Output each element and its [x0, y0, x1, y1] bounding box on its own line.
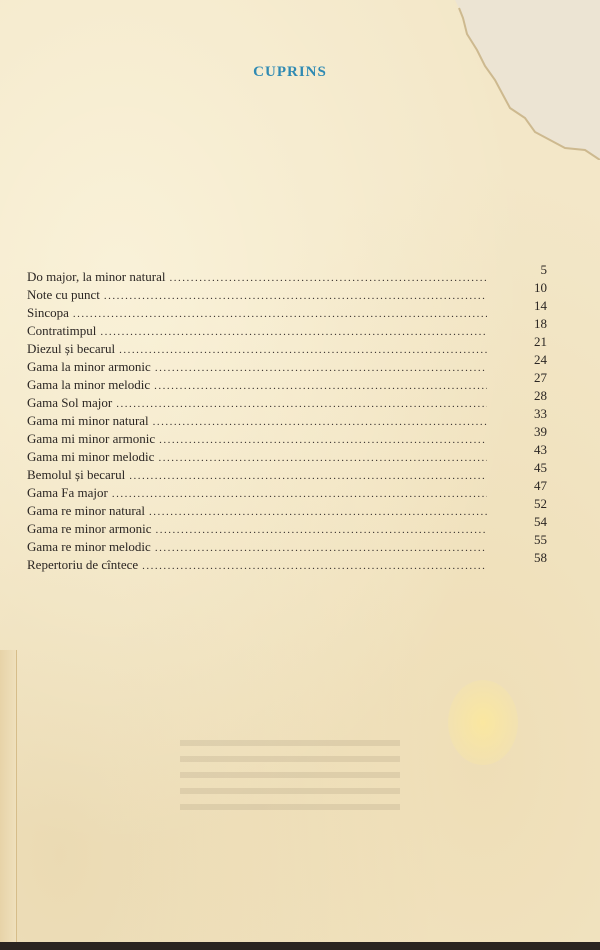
toc-entry-page: 43: [534, 442, 547, 457]
toc-entry-page: 54: [534, 514, 547, 529]
toc-entry-page: 47: [534, 478, 547, 493]
toc-entry-page: 21: [534, 334, 547, 349]
dot-leader: [159, 431, 487, 449]
toc-entry-page: 28: [534, 388, 547, 403]
toc-entry: [27, 388, 547, 412]
toc-entry-page: 18: [534, 316, 547, 331]
dot-leader: [149, 503, 487, 521]
toc-entry: [27, 370, 547, 394]
toc-entry-title: Bemolul și becarul: [27, 467, 126, 482]
toc-entry-title: Gama la minor melodic: [27, 377, 151, 392]
toc-entry-title: Sincopa: [27, 305, 69, 320]
dot-leader: [112, 485, 487, 503]
toc-entry-title: Do major, la minor natural: [27, 269, 166, 284]
toc-entry-page: 55: [534, 532, 547, 547]
dot-leader: [116, 395, 487, 413]
toc-entry-title: Diezul și becarul: [27, 341, 116, 356]
stain-mark: [448, 680, 518, 765]
dot-leader: [158, 449, 487, 467]
toc-entry-page: 58: [534, 550, 547, 565]
bottom-edge: [0, 942, 600, 950]
bleed-through: [180, 730, 400, 840]
dot-leader: [142, 557, 487, 575]
toc-entry-title: Gama Sol major: [27, 395, 113, 410]
toc-entry: [27, 442, 547, 466]
toc-entry-page: 52: [534, 496, 547, 511]
toc-entry: [27, 478, 547, 502]
toc-entry-title: Gama la minor armonic: [27, 359, 151, 374]
dot-leader: [155, 359, 487, 377]
toc-entry-page: 33: [534, 406, 547, 421]
toc-entry-title: Gama Fa major: [27, 485, 108, 500]
dot-leader: [153, 413, 487, 431]
dot-leader: [100, 323, 487, 341]
dot-leader: [129, 467, 487, 485]
toc-entry-page: 14: [534, 298, 547, 313]
dot-leader: [104, 287, 487, 305]
toc-entry: [27, 532, 547, 556]
toc-entry-title: Note cu punct: [27, 287, 100, 302]
toc-entry: [27, 424, 547, 448]
toc-entry: [27, 496, 547, 520]
toc-entry-page: 39: [534, 424, 547, 439]
toc-entry-page: 24: [534, 352, 547, 367]
dot-leader: [119, 341, 487, 359]
toc-entry-title: Gama mi minor armonic: [27, 431, 156, 446]
toc-entry: [27, 550, 547, 574]
toc-entry-title: Gama re minor melodic: [27, 539, 151, 554]
dot-leader: [154, 377, 487, 395]
toc-entry: [27, 316, 547, 340]
dot-leader: [73, 305, 487, 323]
toc-entry: [27, 334, 547, 358]
toc-entry-page: 5: [540, 262, 547, 277]
toc-entry-title: Gama mi minor natural: [27, 413, 149, 428]
toc-entry-title: Gama re minor natural: [27, 503, 146, 518]
toc-entry-title: Gama mi minor melodic: [27, 449, 155, 464]
toc-entry-page: 10: [534, 280, 547, 295]
toc-entry-title: Gama re minor armonic: [27, 521, 152, 536]
toc-entry-title: Repertoriu de cîntece: [27, 557, 139, 572]
toc-entry: [27, 406, 547, 430]
toc-entry-title: Contratimpul: [27, 323, 97, 338]
page-edge: [0, 650, 17, 950]
toc-entry-page: 45: [534, 460, 547, 475]
toc-entry: [27, 514, 547, 538]
dot-leader: [155, 539, 487, 557]
dot-leader: [169, 269, 487, 287]
toc-entry-page: 27: [534, 370, 547, 385]
dot-leader: [156, 521, 487, 539]
page-title: CUPRINS: [253, 64, 327, 80]
toc-entry: [27, 280, 547, 304]
toc-entry: [27, 298, 547, 322]
toc-entry: [27, 262, 547, 286]
toc-entry: [27, 352, 547, 376]
table-of-contents: [27, 262, 547, 574]
toc-entry: [27, 460, 547, 484]
